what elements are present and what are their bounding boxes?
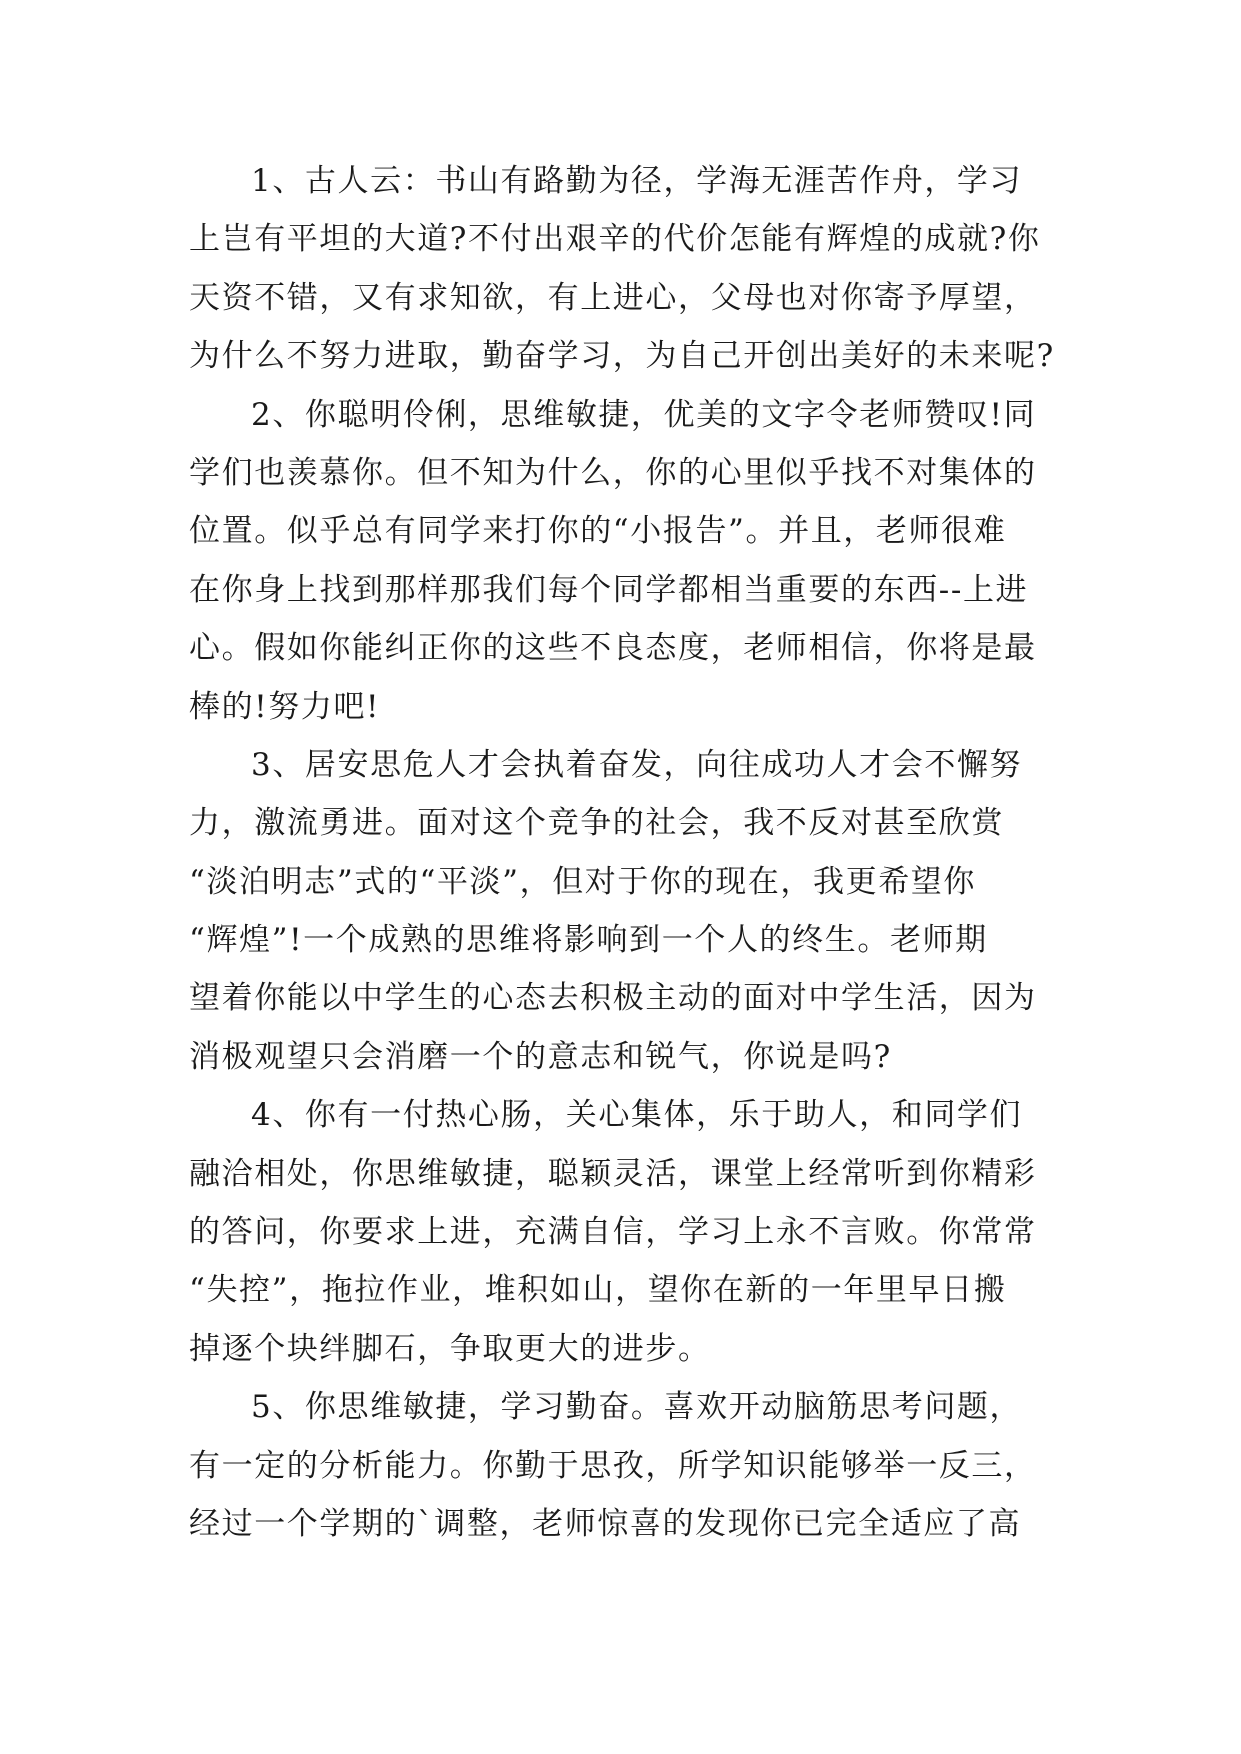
paragraph-line: 的答问，你要求上进，充满自信，学习上永不言败。你常常 — [189, 1214, 1037, 1251]
paragraph-line: “失控”，拖拉作业，堆积如山，望你在新的一年里早日搬 — [189, 1272, 1007, 1309]
paragraph-line: 4、你有一付热心肠，关心集体，乐于助人，和同学们 — [251, 1097, 1023, 1134]
paragraph-line: 天资不错，又有求知欲，有上进心，父母也对你寄予厚望， — [189, 279, 1037, 316]
paragraph-4 — [189, 1086, 1069, 1378]
paragraph-line: 5、你思维敏捷，学习勤奋。喜欢开动脑筋思考问题， — [251, 1389, 1023, 1426]
paragraph-line: 学们也羡慕你。但不知为什么，你的心里似乎找不对集体的 — [189, 454, 1037, 491]
paragraph-line: 掉逐个块绊脚石，争取更大的进步。 — [189, 1330, 711, 1367]
paragraph-line: 力，激流勇进。面对这个竞争的社会，我不反对甚至欣赏 — [189, 805, 1004, 842]
paragraph-line: 上岂有平坦的大道?不付出艰辛的代价怎能有辉煌的成就?你 — [189, 221, 1041, 258]
paragraph-2 — [189, 386, 1069, 736]
paragraph-line: 经过一个学期的`调整，老师惊喜的发现你已完全适应了高 — [189, 1505, 1022, 1542]
paragraph-3 — [189, 736, 1069, 1086]
paragraph-line: 在你身上找到那样那我们每个同学都相当重要的东西--上进 — [189, 571, 1029, 608]
paragraph-line: 望着你能以中学生的心态去积极主动的面对中学生活，因为 — [189, 980, 1037, 1017]
paragraph-line: “辉煌”!一个成熟的思维将影响到一个人的终生。老师期 — [189, 922, 988, 959]
paragraph-line: 有一定的分析能力。你勤于思孜，所学知识能够举一反三， — [189, 1447, 1037, 1484]
paragraph-line: 位置。似乎总有同学来打你的“小报告”。并且，老师很难 — [189, 513, 1007, 550]
paragraph-line: 1、古人云：书山有路勤为径，学海无涯苦作舟，学习 — [251, 163, 1023, 199]
document-body — [189, 152, 1069, 1553]
paragraph-line: 心。假如你能纠正你的这些不良态度，老师相信，你将是最 — [189, 630, 1037, 667]
paragraph-line: 消极观望只会消磨一个的意志和锐气，你说是吗? — [189, 1038, 892, 1075]
paragraph-1 — [189, 152, 1069, 386]
paragraph-5 — [189, 1378, 1069, 1553]
paragraph-line: 2、你聪明伶俐，思维敏捷，优美的文字令老师赞叹!同 — [251, 396, 1037, 433]
paragraph-line: 棒的!努力吧! — [189, 688, 381, 725]
paragraph-line: 3、居安思危人才会执着奋发，向往成功人才会不懈努 — [251, 746, 1023, 783]
paragraph-line: 融洽相处，你思维敏捷，聪颖灵活，课堂上经常听到你精彩 — [189, 1155, 1037, 1192]
paragraph-line: “淡泊明志”式的“平淡”，但对于你的现在，我更希望你 — [189, 863, 976, 900]
paragraph-line: 为什么不努力进取，勤奋学习，为自己开创出美好的未来呢? — [189, 338, 1055, 375]
